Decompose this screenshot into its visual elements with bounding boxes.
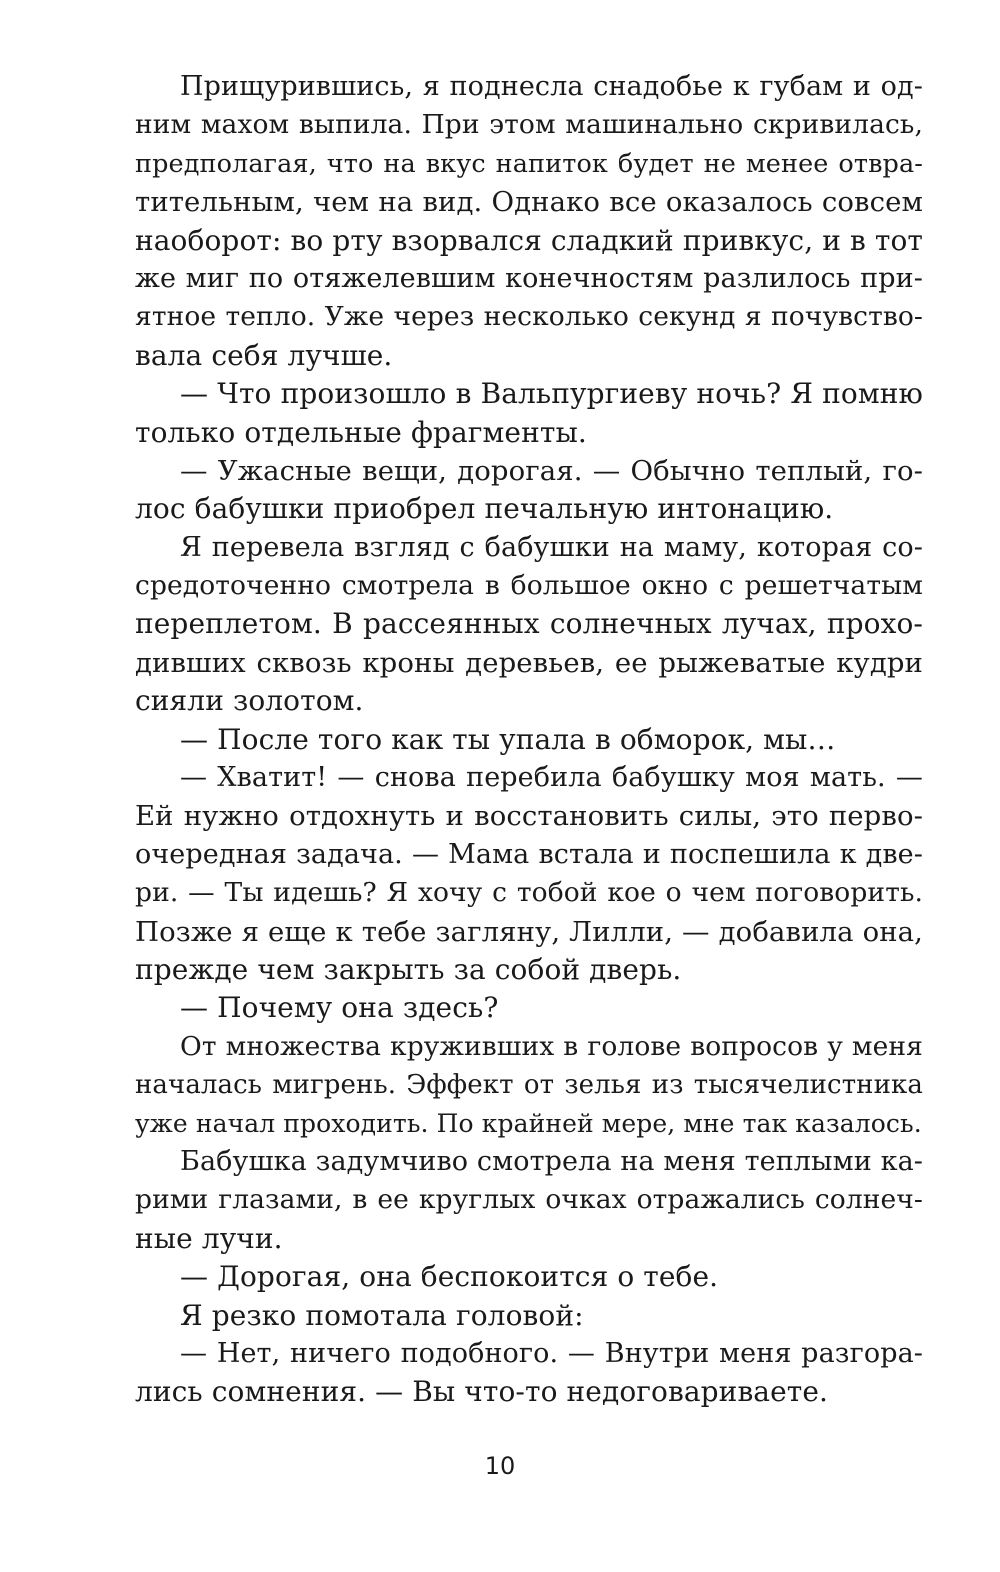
text-line: предполагая, что на вкус напиток будет не менее отвра- <box>135 148 923 179</box>
text-line: лос бабушки приобрел печальную интонацию. <box>135 492 834 526</box>
text-line: ные лучи. <box>135 1221 283 1255</box>
text-line: ятное тепло. Уже через несколько секунд я почувство- <box>135 301 923 333</box>
text-line: Я перевела взгляд с бабушки на маму, которая со- <box>180 531 923 563</box>
text-line: Прищурившись, я поднесла снадобье к губам и од- <box>180 71 923 102</box>
text-line: — После того как ты упала в обморок, мы… <box>180 722 836 756</box>
text-line: Бабушка задумчиво смотрела на меня теплыми ка- <box>180 1145 923 1177</box>
text-line: прежде чем закрыть за собой дверь. <box>135 952 682 986</box>
text-line: вала себя лучше. <box>135 338 393 372</box>
page-number: 10 <box>484 1452 516 1480</box>
text-line: переплетом. В рассеянных солнечных лучах, прохо- <box>135 607 923 641</box>
text-line: ри. — Ты идешь? Я хочу с тобой кое о чем поговорить. <box>135 877 923 909</box>
text-line: Позже я еще к тебе загляну, Лилли, — добавила она, <box>135 915 923 948</box>
text-line: дивших сквозь кроны деревьев, ее рыжеватые кудри <box>135 646 923 679</box>
text-line: — Дорогая, она беспокоится о тебе. <box>180 1260 719 1294</box>
text-line: рими глазами, в ее круглых очках отражались солнеч- <box>135 1184 923 1216</box>
text-line: очередная задача. — Мама встала и поспешила к две- <box>135 838 923 870</box>
text-line: только отдельные фрагменты. <box>135 415 587 449</box>
body-text <box>135 68 923 1412</box>
text-line: — Хватит! — снова перебила бабушку моя мать. — <box>180 762 923 794</box>
text-line: тительным, чем на вид. Однако все оказалось совсем <box>135 186 923 219</box>
text-line: началась мигрень. Эффект от зелья из тысячелистника <box>135 1070 923 1101</box>
text-line: сияли золотом. <box>135 684 364 718</box>
text-line: Ей нужно отдохнуть и восстановить силы, это перво- <box>135 800 923 833</box>
text-line: же миг по отяжелевшим конечностям разлилось при- <box>135 262 923 294</box>
text-line: лись сомнения. — Вы что-то недоговариваете. <box>135 1375 829 1409</box>
text-line: уже начал проходить. По крайней мере, мне так казалось. <box>135 1108 922 1138</box>
text-line: — Что произошло в Вальпургиеву ночь? Я помню <box>180 377 923 411</box>
text-line: — Ужасные вещи, дорогая. — Обычно теплый, го- <box>180 454 923 487</box>
text-line: — Нет, ничего подобного. — Внутри меня разгора- <box>180 1337 923 1369</box>
text-line: — Почему она здесь? <box>180 991 499 1025</box>
text-line: средоточенно смотрела в большое окно с решетчатым <box>135 570 923 602</box>
text-line: ним махом выпила. При этом машинально скривилась, <box>135 109 923 141</box>
text-line: От множества круживших в голове вопросов у меня <box>180 1030 923 1062</box>
text-line: Я резко помотала головой: <box>180 1298 584 1332</box>
text-line: наоборот: во рту взорвался сладкий привкус, и в тот <box>135 223 923 257</box>
